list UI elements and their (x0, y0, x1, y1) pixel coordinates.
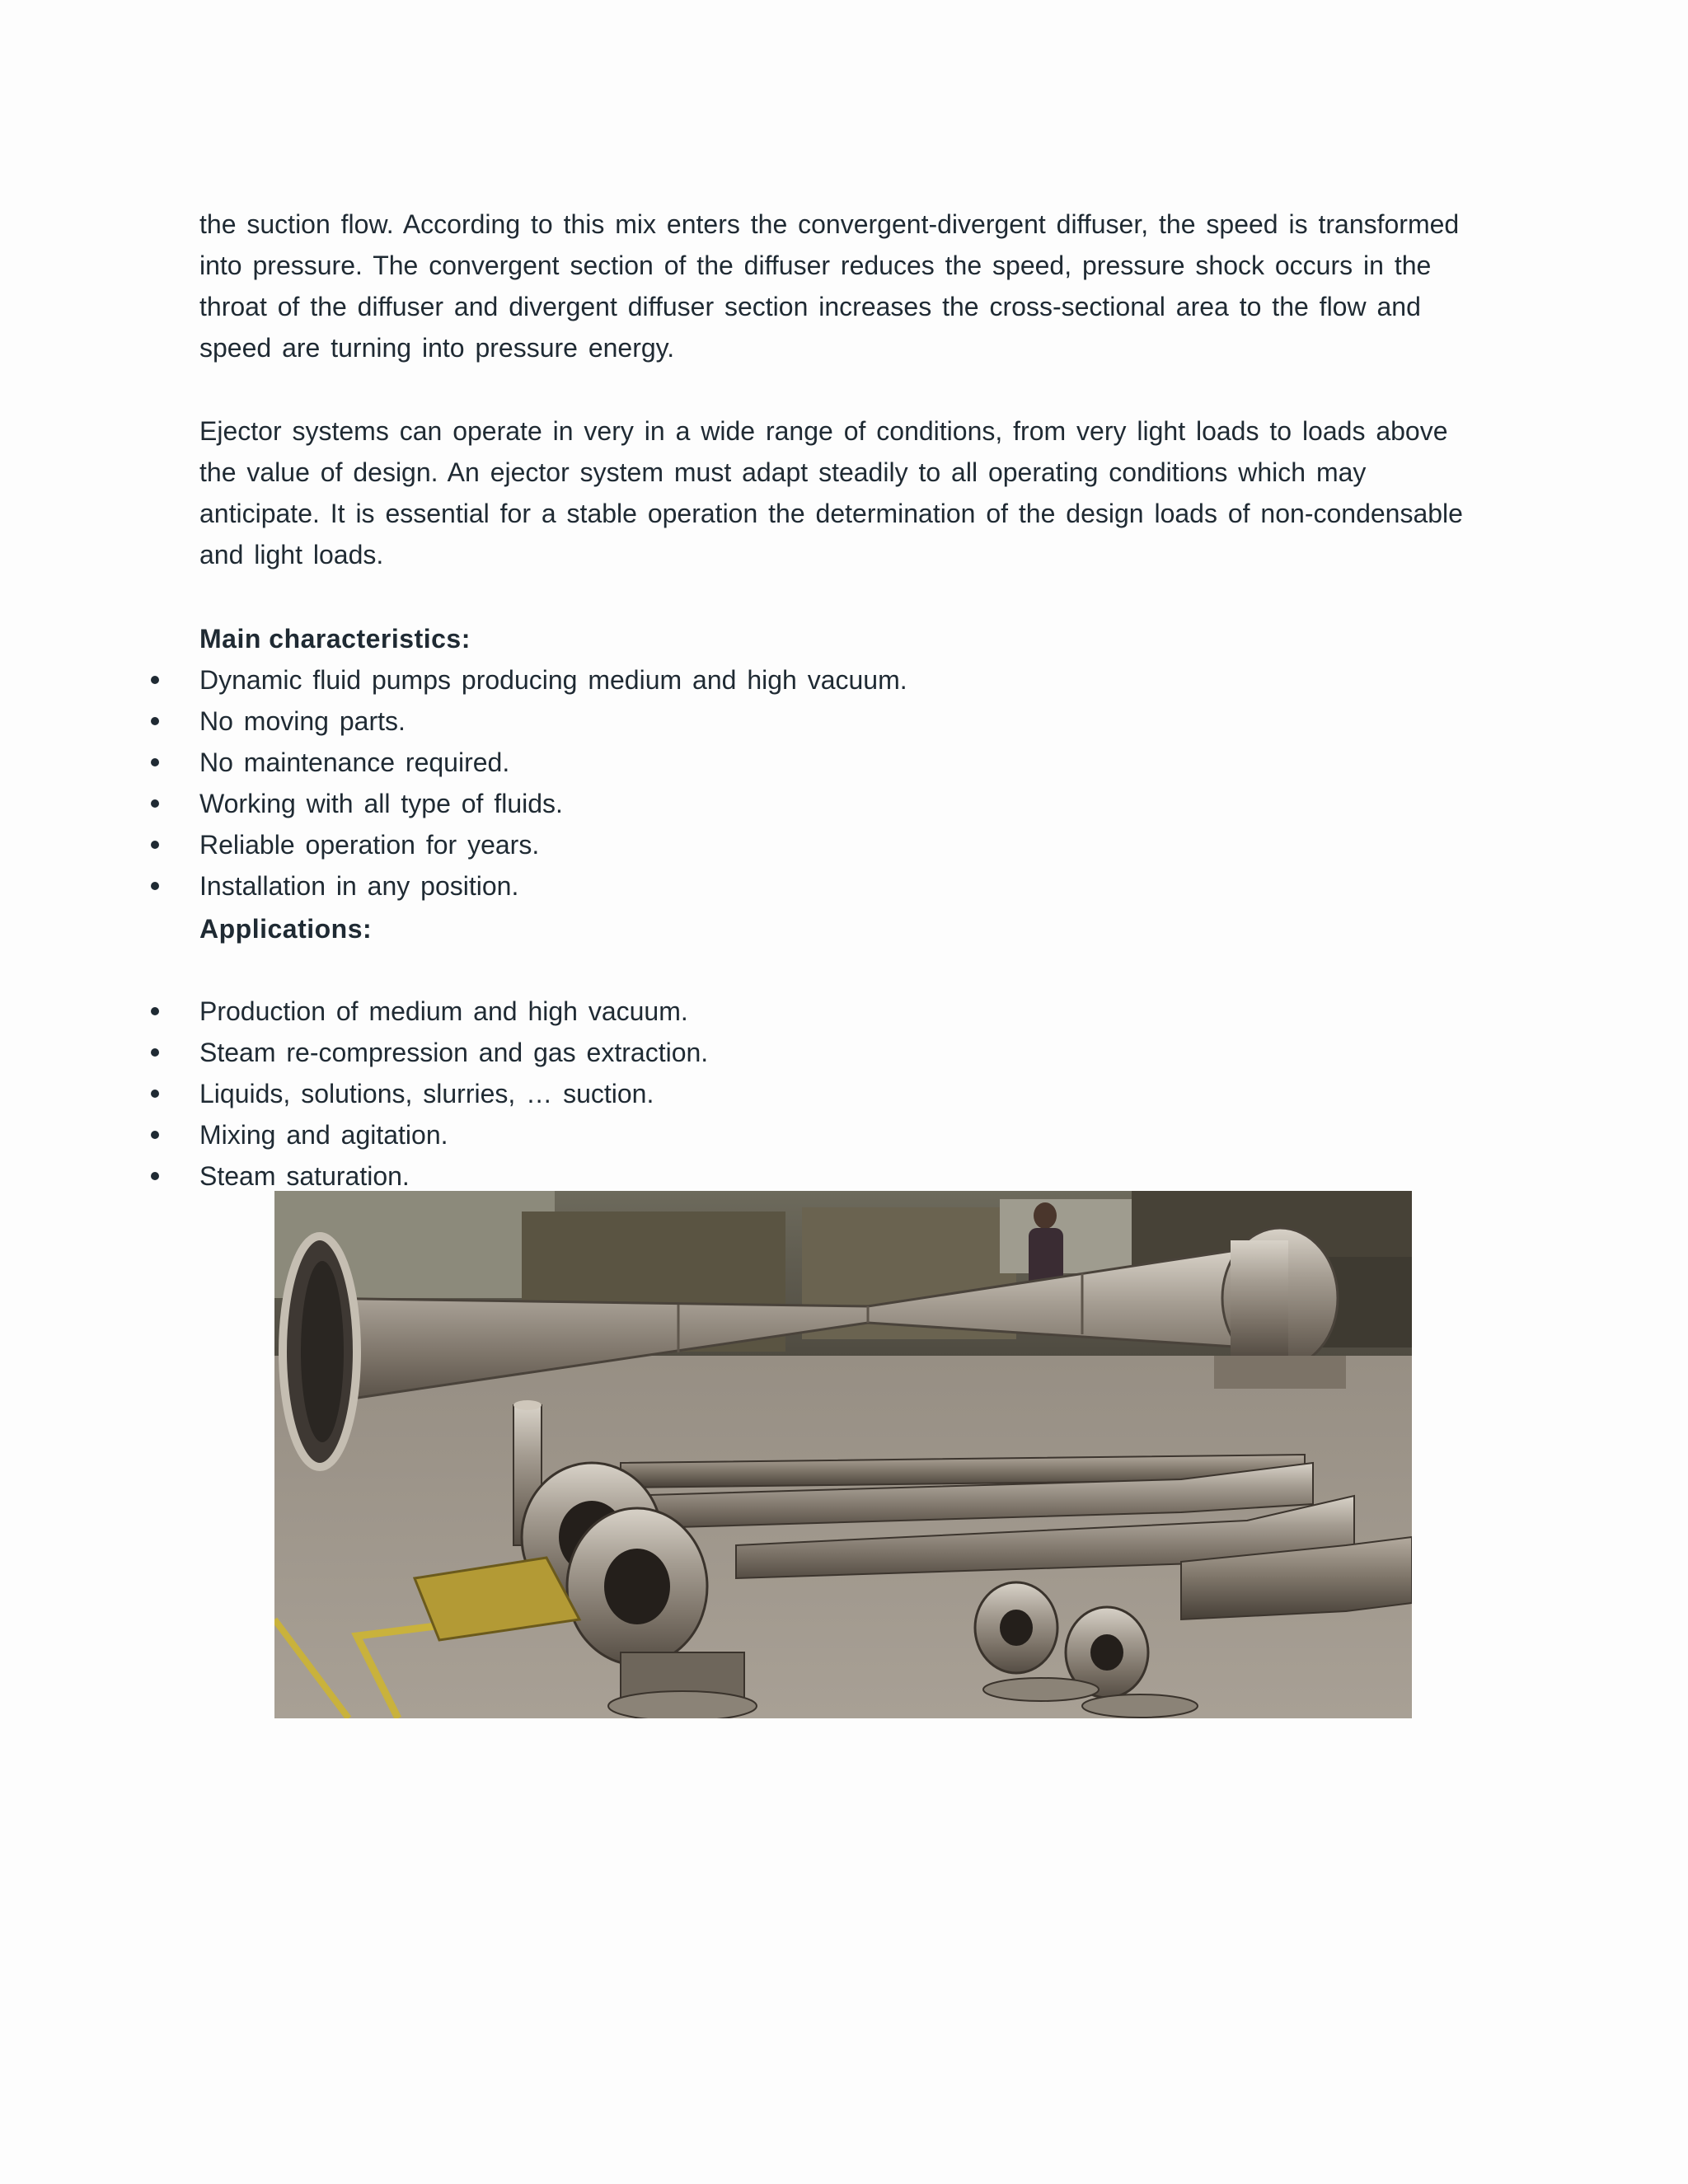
bullet-icon (151, 882, 159, 890)
list-item-text: Reliable operation for years. (199, 830, 540, 860)
list-item (0, 701, 907, 742)
list-item-text: Production of medium and high vacuum. (199, 996, 688, 1026)
heading-applications: Applications: (199, 914, 373, 944)
heading-main-characteristics: Main characteristics: (199, 624, 471, 654)
paragraph-ejector-systems: Ejector systems can operate in very in a wide range of conditions, from very light loads to loads above the value of design. An ejector system must adapt steadily to all operating conditions which may anticipate. It is essential for a stable operation the determination of the design loads of non-condensable and light loads. (199, 416, 1463, 569)
list-item (0, 1114, 708, 1155)
list-item-text: Working with all type of fluids. (199, 789, 563, 818)
list-item-text: No moving parts. (199, 706, 406, 736)
list-item (0, 824, 907, 865)
bullet-icon (151, 1048, 159, 1057)
list-item-text: Steam saturation. (199, 1161, 410, 1191)
bullet-icon (151, 676, 159, 684)
bullet-icon (151, 1172, 159, 1180)
applications-list (0, 991, 708, 1197)
bullet-icon (151, 1007, 159, 1015)
list-item-text: Dynamic fluid pumps producing medium and high vacuum. (199, 665, 907, 695)
bullet-icon (151, 1131, 159, 1139)
list-item-text: No maintenance required. (199, 748, 510, 777)
list-item-text: Liquids, solutions, slurries, … suction. (199, 1079, 654, 1108)
bullet-icon (151, 758, 159, 766)
bullet-icon (151, 1090, 159, 1098)
steam-ejectors-photo (274, 1191, 1412, 1718)
list-item-text: Steam re-compression and gas extraction. (199, 1038, 709, 1067)
bullet-icon (151, 841, 159, 849)
bullet-icon (151, 717, 159, 725)
list-item-text: Installation in any position. (199, 871, 519, 901)
list-item (0, 742, 907, 783)
list-item (0, 783, 907, 824)
list-item (0, 659, 907, 701)
list-item (0, 1073, 708, 1114)
main-characteristics-list (0, 659, 907, 907)
list-item (0, 1032, 708, 1073)
photo-illustration (274, 1191, 1412, 1718)
bullet-icon (151, 799, 159, 808)
list-item (0, 865, 907, 907)
list-item-text: Mixing and agitation. (199, 1120, 448, 1150)
paragraph-diffuser: the suction flow. According to this mix enters the convergent-divergent diffuser, the speed is transformed into pressure. The convergent section of the diffuser reduces the speed, pressure shock occurs in the throat of the diffuser and divergent diffuser section increases the cross-sectional area to the flow and speed are turning into pressure energy. (199, 209, 1460, 363)
list-item (0, 991, 708, 1032)
